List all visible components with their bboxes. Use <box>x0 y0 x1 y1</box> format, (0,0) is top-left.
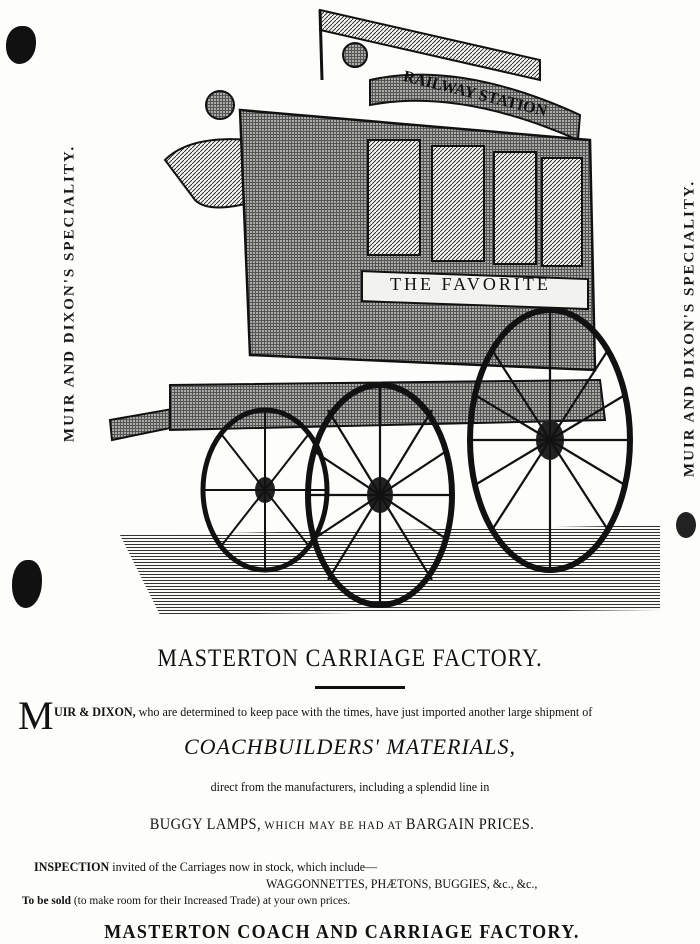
inspection-line <box>34 859 377 875</box>
ink-blot-mid-left <box>12 560 42 608</box>
side-panel-text: THE FAVORITE <box>390 274 551 294</box>
to-be-sold-rest: (to make room for their Increased Trade) at your own prices. <box>71 893 351 907</box>
intro-text <box>54 704 592 720</box>
lamps-tail: BARGAIN PRICES. <box>405 816 535 833</box>
inspection-rest: invited of the Carriages now in stock, which include— <box>109 859 378 874</box>
lamp-left <box>206 91 234 119</box>
window-4 <box>542 158 582 266</box>
ink-blot-top-left <box>6 26 36 64</box>
side-caption-right: MUIR AND DIXON'S SPECIALITY. <box>681 179 698 478</box>
wheel-front <box>308 385 452 605</box>
side-caption-left: MUIR AND DIXON'S SPECIALITY. <box>61 144 78 443</box>
wheel-rear-big <box>470 310 630 570</box>
lamp-top <box>343 43 367 67</box>
direct-line: direct from the manufacturers, including a splendid line in <box>210 779 490 794</box>
window-3 <box>494 152 536 264</box>
coach-illustration <box>100 0 660 630</box>
headline: MASTERTON CARRIAGE FACTORY. <box>157 643 543 672</box>
roof-sign-text: RAILWAY STATION <box>401 68 549 121</box>
materials-heading: COACHBUILDERS' MATERIALS, <box>184 734 516 759</box>
window-1 <box>368 140 420 255</box>
headline-rule <box>315 686 405 689</box>
lamps-line <box>0 816 684 834</box>
dropcap: M <box>18 693 54 738</box>
footer-title: MASTERTON COACH AND CARRIAGE FACTORY. <box>104 921 580 943</box>
window-2 <box>432 146 484 261</box>
includes-line: WAGGONNETTES, PHÆTONS, BUGGIES, &c., &c., <box>266 876 538 891</box>
inspection-lead: INSPECTION <box>34 859 110 874</box>
lamps-lead: BUGGY LAMPS, <box>149 816 261 833</box>
intro-rest: who are determined to keep pace with the times, have just imported another large shipment of <box>135 704 593 719</box>
lamps-mid: WHICH MAY BE HAD AT <box>261 818 406 832</box>
to-be-sold-line <box>22 893 350 908</box>
intro-lead: UIR & DIXON, <box>54 704 136 719</box>
to-be-sold-lead: To be sold <box>22 893 72 907</box>
